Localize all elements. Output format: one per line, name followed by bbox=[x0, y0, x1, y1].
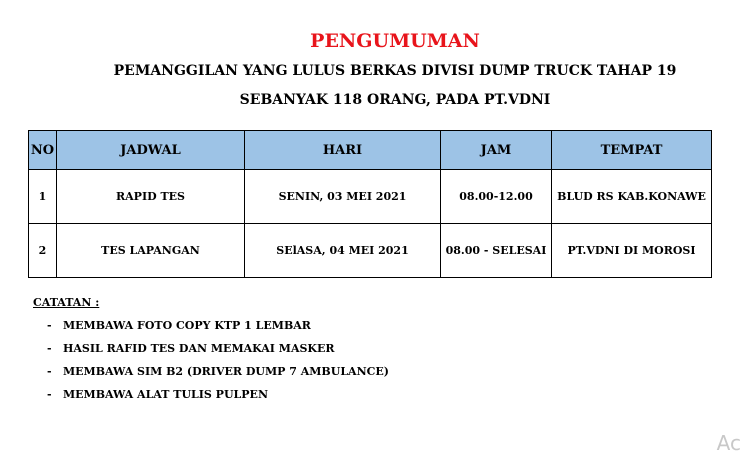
cell-jam: 08.00-12.00 bbox=[441, 170, 552, 224]
cell-tempat: BLUD RS KAB.KONAWE bbox=[552, 170, 712, 224]
cell-no: 1 bbox=[29, 170, 57, 224]
notes-label: CATATAN : bbox=[33, 296, 100, 309]
table-header-row bbox=[29, 131, 712, 170]
cell-tempat: PT.VDNI DI MOROSI bbox=[552, 224, 712, 278]
bullet-dash: - bbox=[47, 388, 52, 401]
cell-jadwal: RAPID TES bbox=[57, 170, 245, 224]
announcement-title: PENGUMUMAN bbox=[310, 30, 480, 52]
list-item bbox=[33, 342, 389, 365]
activation-watermark: Ac bbox=[716, 431, 741, 455]
header-jam: JAM bbox=[441, 131, 552, 170]
bullet-dash: - bbox=[47, 342, 52, 355]
list-item bbox=[33, 319, 389, 342]
note-text: MEMBAWA SIM B2 (DRIVER DUMP 7 AMBULANCE) bbox=[63, 365, 389, 378]
cell-no: 2 bbox=[29, 224, 57, 278]
announcement-subtitle-line2: SEBANYAK 118 ORANG, PADA PT.VDNI bbox=[239, 92, 551, 108]
header-jadwal: JADWAL bbox=[57, 131, 245, 170]
bullet-dash: - bbox=[47, 365, 52, 378]
note-text: MEMBAWA FOTO COPY KTP 1 LEMBAR bbox=[63, 319, 311, 332]
announcement-subtitle-line1: PEMANGGILAN YANG LULUS BERKAS DIVISI DUMP TRUCK TAHAP 19 bbox=[113, 63, 677, 79]
notes-section bbox=[33, 296, 389, 411]
table-row bbox=[29, 170, 712, 224]
list-item bbox=[33, 388, 389, 411]
header-tempat: TEMPAT bbox=[552, 131, 712, 170]
header-no: NO bbox=[29, 131, 57, 170]
note-text: HASIL RAFID TES DAN MEMAKAI MASKER bbox=[63, 342, 335, 355]
schedule-table bbox=[28, 130, 712, 278]
cell-jam: 08.00 - SELESAI bbox=[441, 224, 552, 278]
cell-hari: SENIN, 03 MEI 2021 bbox=[245, 170, 441, 224]
note-text: MEMBAWA ALAT TULIS PULPEN bbox=[63, 388, 268, 401]
header-hari: HARI bbox=[245, 131, 441, 170]
bullet-dash: - bbox=[47, 319, 52, 332]
cell-hari: SElASA, 04 MEI 2021 bbox=[245, 224, 441, 278]
cell-jadwal: TES LAPANGAN bbox=[57, 224, 245, 278]
table-row bbox=[29, 224, 712, 278]
list-item bbox=[33, 365, 389, 388]
notes-list bbox=[33, 319, 389, 411]
